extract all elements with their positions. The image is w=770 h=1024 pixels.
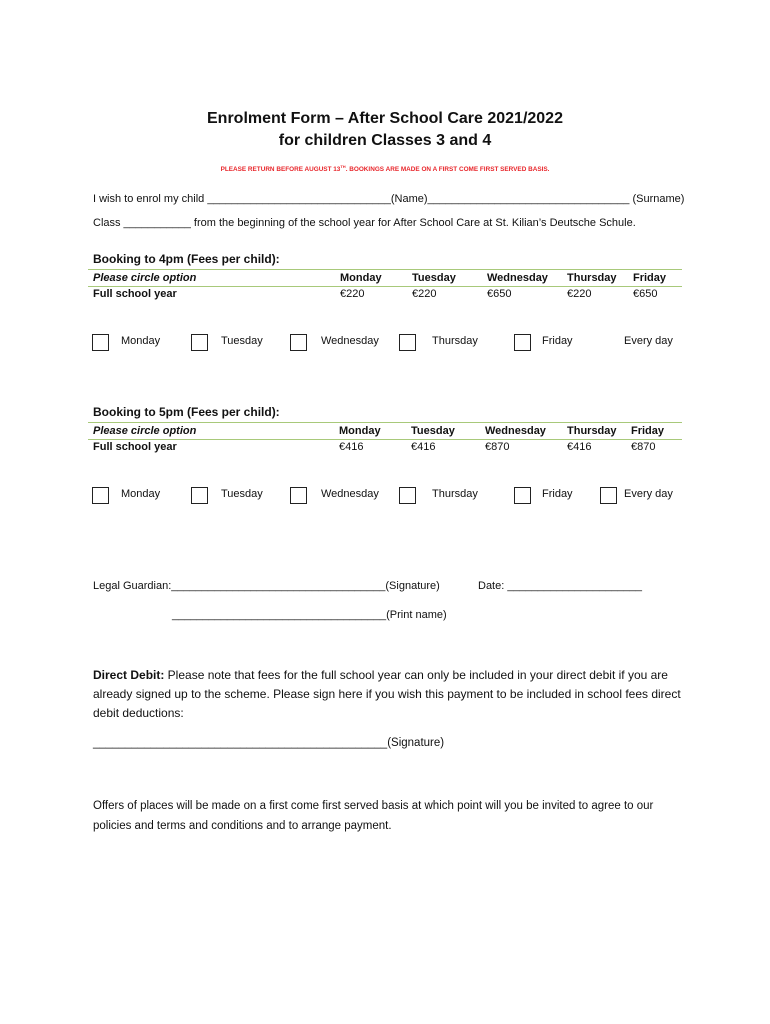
booking-5pm-fee-tuesday[interactable]: €416 <box>411 441 436 453</box>
booking-4pm-fee-friday[interactable]: €650 <box>633 288 658 300</box>
booking-4pm-rule-top <box>88 269 682 270</box>
booking-4pm-fee-monday[interactable]: €220 <box>340 288 365 300</box>
booking-5pm-checkbox-wednesday[interactable] <box>290 487 307 504</box>
booking-4pm-fee-thursday[interactable]: €220 <box>567 288 592 300</box>
booking-4pm-row-label: Full school year <box>93 288 177 300</box>
booking-4pm-day-friday: Friday <box>633 272 667 284</box>
booking-5pm-checkbox-every-day[interactable] <box>600 487 617 504</box>
booking-5pm-day-wednesday: Wednesday <box>485 425 546 437</box>
booking-5pm-fee-friday[interactable]: €870 <box>631 441 656 453</box>
enrol-class-line[interactable]: Class ___________ from the beginning of the school year for After School Care at St. Kilian’s Deutsche Schule. <box>93 217 636 229</box>
booking-5pm-checkbox-label: Wednesday <box>321 488 379 500</box>
booking-5pm-header-label: Please circle option <box>93 425 197 437</box>
form-subtitle: for children Classes 3 and 4 <box>278 132 492 149</box>
date-line[interactable]: Date: ______________________ <box>478 580 642 592</box>
booking-4pm-header-label: Please circle option <box>93 272 197 284</box>
booking-5pm-checkbox-label: Tuesday <box>221 488 263 500</box>
form-title: Enrolment Form – After School Care 2021/2022 <box>207 110 563 127</box>
booking-4pm-checkbox-label: Wednesday <box>321 335 379 347</box>
booking-5pm-fee-thursday[interactable]: €416 <box>567 441 592 453</box>
offers-paragraph: Offers of places will be made on a first come first served basis at which point will you be invited to agree to our policies and terms and conditions and to arrange payment. <box>93 800 654 832</box>
booking-4pm-every-day-label[interactable]: Every day <box>624 335 673 347</box>
booking-4pm-checkbox-thursday[interactable] <box>399 334 416 351</box>
booking-5pm-rule-top <box>88 422 682 423</box>
return-notice: PLEASE RETURN BEFORE AUGUST 13TH. BOOKINGS ARE MADE ON A FIRST COME FIRST SERVED BASIS. <box>220 164 550 174</box>
booking-5pm-checkbox-tuesday[interactable] <box>191 487 208 504</box>
booking-5pm-checkbox-label: Friday <box>542 488 573 500</box>
booking-4pm-checkbox-friday[interactable] <box>514 334 531 351</box>
booking-5pm-rule-mid <box>88 439 682 440</box>
booking-5pm-row-label: Full school year <box>93 441 177 453</box>
booking-4pm-checkbox-label: Friday <box>542 335 573 347</box>
booking-5pm-checkbox-thursday[interactable] <box>399 487 416 504</box>
booking-5pm-day-tuesday: Tuesday <box>411 425 455 437</box>
direct-debit-signature-line[interactable]: ______________________________________________(Signature) <box>93 737 445 749</box>
booking-4pm-fee-tuesday[interactable]: €220 <box>412 288 437 300</box>
guardian-print-name-line[interactable]: ___________________________________(Print name) <box>172 609 447 621</box>
booking-4pm-rule-mid <box>88 286 682 287</box>
booking-4pm-title: Booking to 4pm (Fees per child): <box>93 252 280 266</box>
booking-5pm-day-thursday: Thursday <box>567 425 617 437</box>
booking-4pm-checkbox-label: Tuesday <box>221 335 263 347</box>
booking-5pm-fee-monday[interactable]: €416 <box>339 441 364 453</box>
booking-4pm-checkbox-tuesday[interactable] <box>191 334 208 351</box>
booking-5pm-day-monday: Monday <box>339 425 381 437</box>
booking-4pm-day-wednesday: Wednesday <box>487 272 548 284</box>
booking-4pm-fee-wednesday[interactable]: €650 <box>487 288 512 300</box>
booking-5pm-checkbox-friday[interactable] <box>514 487 531 504</box>
booking-5pm-day-friday: Friday <box>631 425 665 437</box>
booking-4pm-checkbox-label: Monday <box>121 335 161 347</box>
booking-5pm-checkbox-label: Thursday <box>432 488 478 500</box>
booking-4pm-checkbox-label: Thursday <box>432 335 478 347</box>
booking-4pm-checkbox-wednesday[interactable] <box>290 334 307 351</box>
direct-debit-paragraph: Direct Debit: Please note that fees for the full school year can only be included in your direct debit if you are already signed up to the scheme. Please sign here if you wish this payment to be included in school fees direct debit deductions: <box>93 668 681 720</box>
booking-4pm-day-monday: Monday <box>340 272 382 284</box>
booking-5pm-checkbox-label: Monday <box>121 488 161 500</box>
booking-5pm-checkbox-monday[interactable] <box>92 487 109 504</box>
booking-4pm-day-thursday: Thursday <box>567 272 617 284</box>
guardian-signature-line[interactable]: Legal Guardian:___________________________________(Signature) <box>93 580 440 592</box>
enrol-child-line[interactable]: I wish to enrol my child ______________________________(Name)_________________________________ (Surname) <box>93 193 685 205</box>
booking-4pm-checkbox-monday[interactable] <box>92 334 109 351</box>
booking-5pm-checkbox-label: Every day <box>624 488 673 500</box>
booking-5pm-fee-wednesday[interactable]: €870 <box>485 441 510 453</box>
booking-4pm-day-tuesday: Tuesday <box>412 272 456 284</box>
booking-5pm-title: Booking to 5pm (Fees per child): <box>93 405 280 419</box>
